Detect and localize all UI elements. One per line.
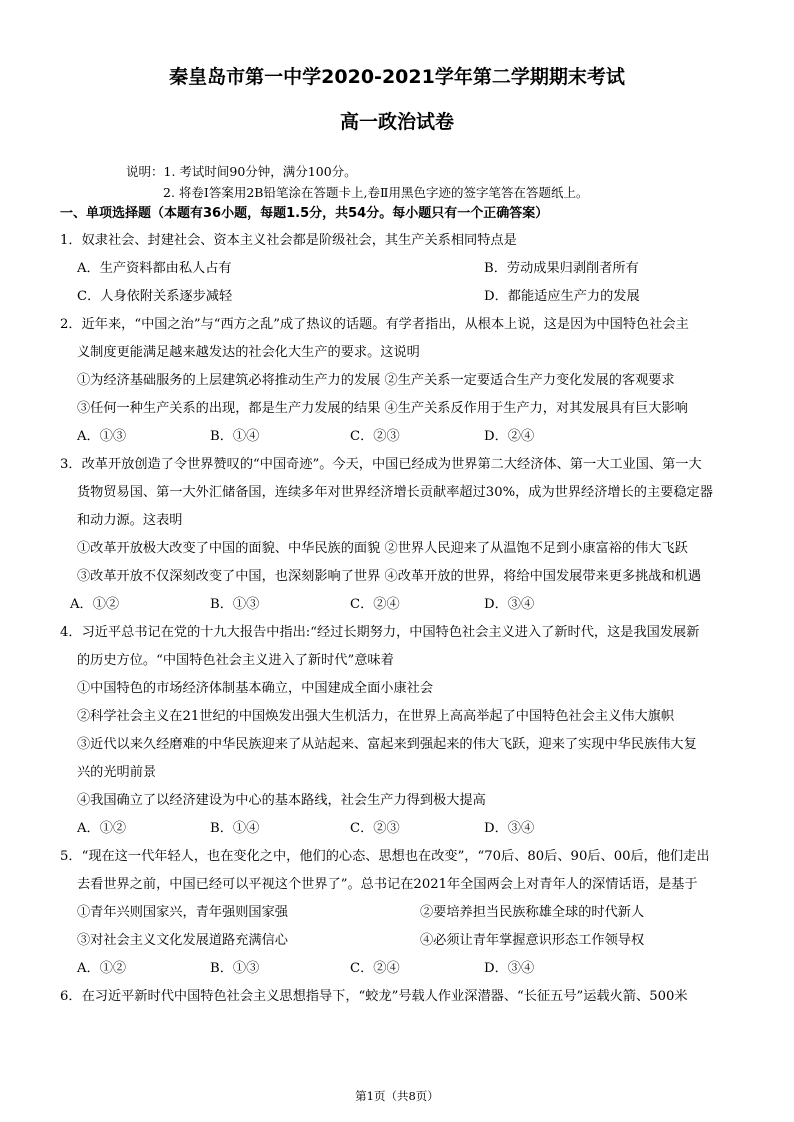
question-3-stem-line-1: 3．改革开放创造了令世界赞叹的“中国奇迹”。今天，中国已经成为世界第二大经济体、第一大工业国、第一大 bbox=[60, 457, 702, 472]
question-3-option-a: A．①② bbox=[70, 597, 120, 612]
question-4-statement-1: ①中国特色的市场经济体制基本确立，中国建成全面小康社会 bbox=[77, 681, 434, 696]
question-4-statement-2: ②科学社会主义在21世纪的中国焕发出强大生机活力，在世界上高高举起了中国特色社会主义伟大旗帜 bbox=[77, 709, 675, 724]
exam-title: 秦皇岛市第一中学2020-2021学年第二学期期末考试 bbox=[169, 66, 625, 88]
question-1-option-d: D．都能适应生产力的发展 bbox=[484, 289, 640, 304]
question-1-stem: 1．奴隶社会、封建社会、资本主义社会都是阶级社会，其生产关系相同特点是 bbox=[60, 233, 517, 248]
section-heading: 一、单项选择题（本题有36小题，每题1.5分，共54分。每小题只有一个正确答案） bbox=[60, 206, 549, 221]
question-2-option-c: C．②③ bbox=[350, 429, 400, 444]
question-4-stem-line-2: 的历史方位。“中国特色社会主义进入了新时代”意味着 bbox=[77, 653, 394, 668]
question-4-option-d: D．③④ bbox=[484, 821, 535, 836]
question-4-stem-line-1: 4．习近平总书记在党的十九大报告中指出:“经过长期努力，中国特色社会主义进入了新时代，这是我国发展新 bbox=[60, 625, 700, 640]
question-4-statement-3b: 兴的光明前景 bbox=[77, 765, 157, 780]
question-4-statement-3a: ③近代以来久经磨难的中华民族迎来了从站起来、富起来到强起来的伟大飞跃，迎来了实现中华民族伟大复 bbox=[77, 737, 697, 752]
instructions-line-2: 2. 将卷Ⅰ答案用2B铅笔涂在答题卡上,卷Ⅱ用黑色字迹的签字笔答在答题纸上。 bbox=[163, 185, 589, 200]
question-2-statements-2: ③任何一种生产关系的出现，都是生产力发展的结果 ④生产关系反作用于生产力，对其发展具有巨大影响 bbox=[77, 401, 688, 416]
question-4-option-b: B．①④ bbox=[210, 821, 260, 836]
question-3-statements-2: ③改革开放不仅深刻改变了中国，也深刻影响了世界 ④改革开放的世界，将给中国发展带来更多挑战和机遇 bbox=[77, 569, 702, 584]
question-5-option-d: D．③④ bbox=[484, 961, 535, 976]
question-1-option-a: A．生产资料都由私人占有 bbox=[77, 261, 232, 276]
question-4-option-c: C．②③ bbox=[350, 821, 400, 836]
question-2-option-b: B．①④ bbox=[210, 429, 260, 444]
question-2-stem-line-2: 义制度更能满足越来越发达的社会化大生产的要求。这说明 bbox=[77, 345, 420, 360]
question-5-option-a: A．①② bbox=[77, 961, 127, 976]
question-5-option-c: C．②④ bbox=[350, 961, 400, 976]
question-6-stem-line-1: 6．在习近平新时代中国特色社会主义思想指导下，“蛟龙”号载人作业深潜器、“长征五号”运载火箭、500米 bbox=[60, 989, 688, 1004]
question-5-statement-3: ③对社会主义文化发展道路充满信心 bbox=[77, 933, 288, 948]
question-3-option-c: C．②④ bbox=[350, 597, 400, 612]
question-5-statement-2: ②要培养担当民族称雄全球的时代新人 bbox=[420, 905, 645, 920]
question-2-statements-1: ①为经济基础服务的上层建筑必将推动生产力的发展 ②生产关系一定要适合生产力变化发展的客观要求 bbox=[77, 373, 675, 388]
question-3-statements-1: ①改革开放极大改变了中国的面貌、中华民族的面貌 ②世界人民迎来了从温饱不足到小康富裕的伟大飞跃 bbox=[77, 541, 688, 556]
question-5-statement-1: ①青年兴则国家兴，青年强则国家强 bbox=[77, 905, 288, 920]
question-4-statement-4: ④我国确立了以经济建设为中心的基本路线，社会生产力得到极大提高 bbox=[77, 793, 486, 808]
question-3-option-d: D．③④ bbox=[484, 597, 535, 612]
question-5-stem-line-2: 去看世界之前，中国已经可以平视这个世界了”。总书记在2021年全国两会上对青年人的深情话语，是基于 bbox=[77, 877, 698, 892]
question-2-option-a: A．①③ bbox=[77, 429, 127, 444]
page-footer: 第1页（共8页） bbox=[355, 1089, 439, 1103]
question-2-stem-line-1: 2．近年来，“中国之治”与“西方之乱”成了热议的话题。有学者指出，从根本上说，这是因为中国特色社会主 bbox=[60, 317, 689, 332]
question-3-stem-line-2: 货物贸易国、第一大外汇储备国，连续多年对世界经济增长贡献率超过30%，成为世界经济增长的主要稳定器 bbox=[77, 485, 713, 500]
question-1-option-b: B．劳动成果归剥削者所有 bbox=[484, 261, 639, 276]
question-3-option-b: B．①③ bbox=[210, 597, 260, 612]
question-4-option-a: A．①② bbox=[77, 821, 127, 836]
question-1-option-c: C．人身依附关系逐步减轻 bbox=[77, 289, 233, 304]
question-2-option-d: D．②④ bbox=[484, 429, 535, 444]
instructions-line-1: 说明：1. 考试时间90分钟，满分100分。 bbox=[126, 164, 357, 179]
exam-subtitle: 高一政治试卷 bbox=[339, 111, 454, 133]
question-5-stem-line-1: 5．“现在这一代年轻人，也在变化之中，他们的心态、思想也在改变”，“70后、80后、90后、00后，他们走出 bbox=[60, 849, 710, 864]
question-3-stem-line-3: 和动力源。这表明 bbox=[77, 513, 183, 528]
question-5-statement-4: ④必须让青年掌握意识形态工作领导权 bbox=[420, 933, 645, 948]
question-5-option-b: B．①③ bbox=[210, 961, 260, 976]
